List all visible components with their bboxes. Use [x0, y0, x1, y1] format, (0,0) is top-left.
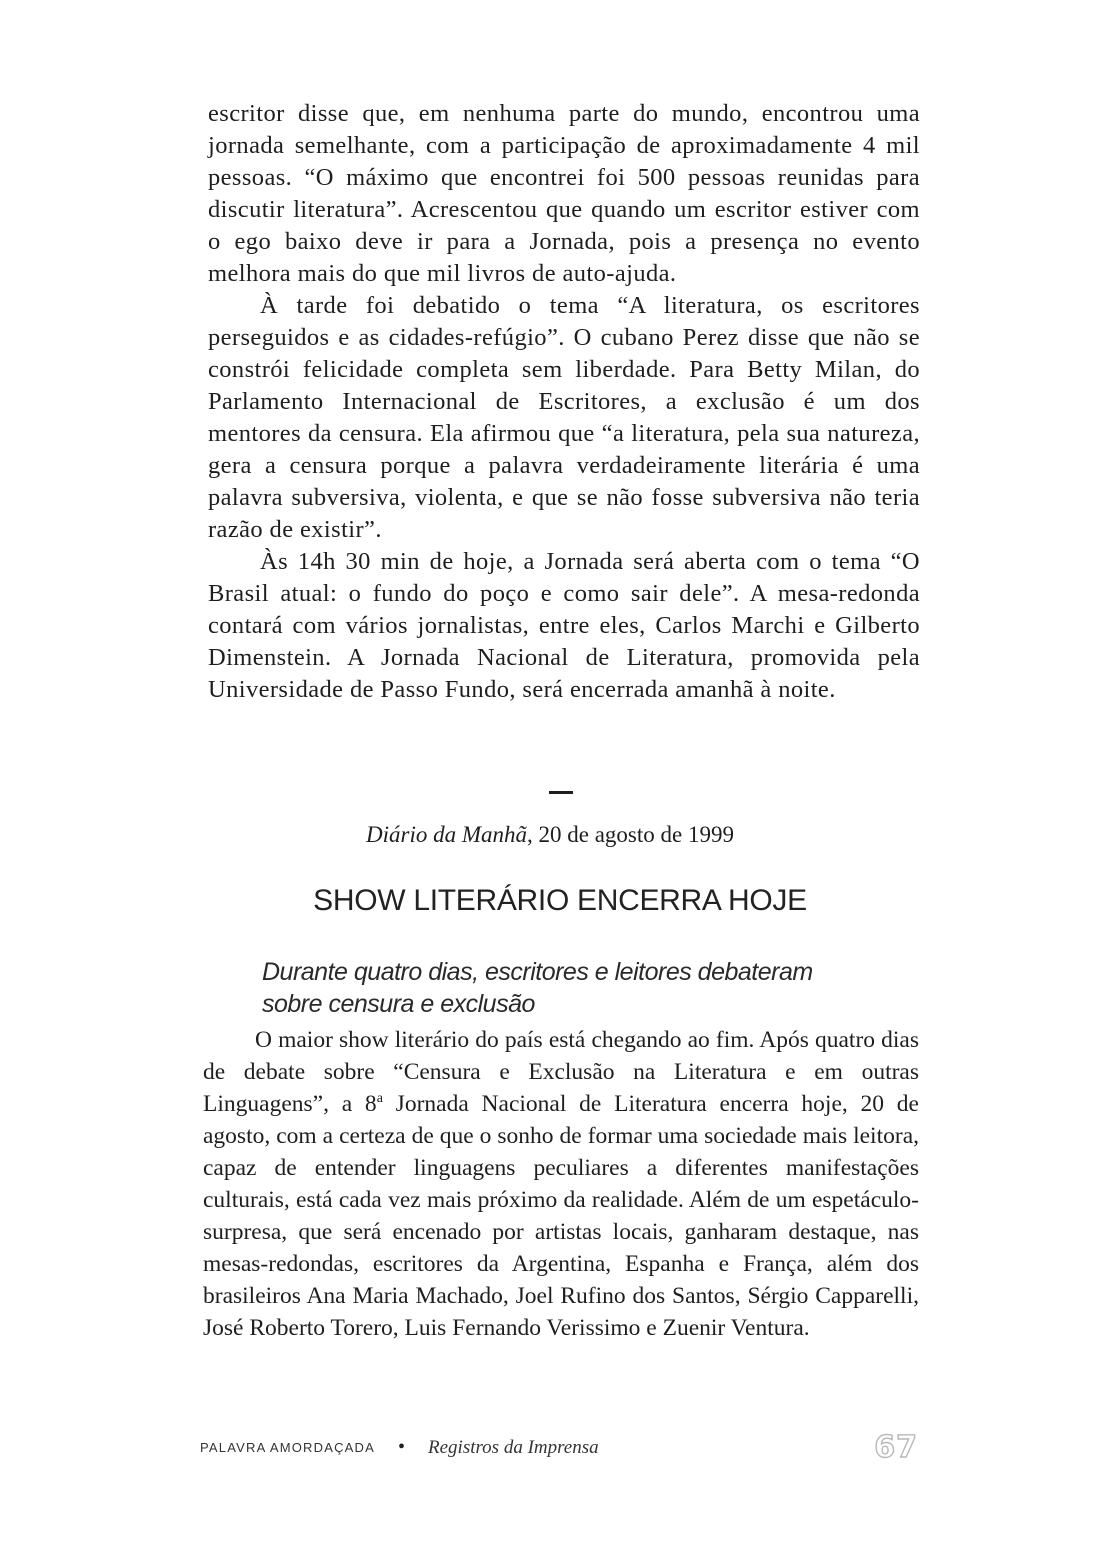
subtitle-line: sobre censura e exclusão	[262, 990, 535, 1018]
article-title: SHOW LITERÁRIO ENCERRA HOJE	[313, 884, 807, 917]
series-title: Registros da Imprensa	[428, 1437, 599, 1458]
page-number: 67	[874, 1430, 918, 1465]
continued-article-text	[208, 98, 920, 706]
paragraph	[203, 1024, 919, 1344]
body-text: Jornada Nacional de Literatura encerra hoje, 20 de agosto, com a certeza de que o sonho de formar uma sociedade mais leitora, capaz de entender linguagens peculiares a diferentes manifestações culturais, está cada vez mais próximo da realidade. Além de um espetáculo-surpresa, que será encenado por artistas locais, ganharam destaque, nas mesas-redondas, escritores da Argentina, Espanha e França, além dos brasileiros Ana Maria Machado, Joel Rufino dos Santos, Sérgio Capparelli, José Roberto Torero, Luis Fernando Verissimo e Zuenir Ventura.	[203, 1091, 919, 1341]
article-subtitle	[262, 956, 882, 1020]
bullet-separator: •	[398, 1436, 406, 1458]
paragraph: À tarde foi debatido o tema “A literatura, os escritores perseguidos e as cidades-refúgio”. O cubano Perez disse que não se constrói felicidade completa sem liberdade. Para Betty Milan, do Parlamento Internacional de Escritores, a exclusão é um dos mentores da censura. Ela afirmou que “a literatura, pela sua natureza, gera a censura porque a palavra verdadeiramente literária é uma palavra subversiva, violenta, e que se não fosse subversiva não teria razão de existir”.	[208, 292, 920, 543]
source-date: , 20 de agosto de 1999	[527, 822, 734, 847]
subtitle-line: Durante quatro dias, escritores e leitores debateram	[262, 958, 813, 986]
paragraph: Às 14h 30 min de hoje, a Jornada será aberta com o tema “O Brasil atual: o fundo do poço e como sair dele”. A mesa-redonda contará com vários jornalistas, entre eles, Carlos Marchi e Gilberto Dimenstein. A Jornada Nacional de Literatura, promovida pela Universidade de Passo Fundo, será encerrada amanhã à noite.	[208, 548, 920, 703]
section-divider	[549, 791, 573, 794]
article-source	[0, 820, 1100, 850]
book-title: PALAVRA AMORDAÇADA	[200, 1440, 375, 1455]
article-body	[203, 1024, 919, 1344]
page-footer	[200, 1430, 920, 1466]
paragraph: escritor disse que, em nenhuma parte do mundo, encontrou uma jornada semelhante, com a participação de aproximadamente 4 mil pessoas. “O máximo que encontrei foi 500 pessoas reunidas para discutir literatura”. Acrescentou que quando um escritor estiver com o ego baixo deve ir para a Jornada, pois a presença no evento melhora mais do que mil livros de auto-ajuda.	[208, 100, 920, 287]
body-text: O maior show literário do país está chegando ao fim. Após quatro dias de debate sobre “Censura e Exclusão na Literatura e em outras Linguagens”, a 8	[203, 1027, 919, 1117]
ordinal-indicator: a	[376, 1091, 383, 1107]
source-publication: Diário da Manhã	[366, 822, 528, 847]
